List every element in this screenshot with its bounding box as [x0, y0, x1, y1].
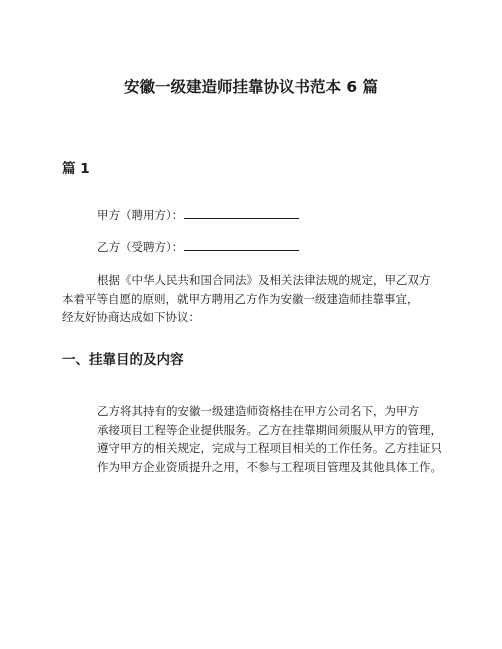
party-a-label: 甲方（聘用方）：: [97, 208, 184, 222]
party-a-field: [97, 206, 299, 224]
paragraph-line: 乙方将其持有的安徽一级建造师资格挂在甲方公司名下，为甲方: [97, 404, 419, 418]
party-b-label: 乙方（受聘方）：: [97, 240, 184, 254]
paragraph-line: 根据《中华人民共和国合同法》及相关法律法规的规定，甲乙双方: [97, 273, 431, 287]
paragraph-line: 作为甲方企业资质提升之用，不参与工程项目管理及其他具体工作。: [97, 459, 442, 474]
party-a-blank: [184, 207, 299, 219]
purpose-paragraph: [62, 402, 462, 476]
section-heading-part-1: 篇 1: [62, 161, 90, 177]
section-heading-purpose: 一、挂靠目的及内容: [62, 352, 184, 368]
paragraph-line: 本着平等自愿的原则，就甲方聘用乙方作为安徽一级建造师挂靠事宜，: [62, 291, 419, 306]
party-b-blank: [184, 239, 299, 251]
paragraph-line: 遵守甲方的相关规定，完成与工程项目相关的工作任务。乙方挂证只: [97, 441, 442, 455]
document-title: 安徽一级建造师挂靠协议书范本 6 篇: [123, 78, 379, 96]
paragraph-line: 经友好协商达成如下协议：: [62, 310, 200, 324]
party-b-field: [97, 238, 299, 256]
paragraph-line: 承接项目工程等企业提供服务。乙方在挂靠期间须服从甲方的管理，: [97, 422, 442, 437]
intro-paragraph: [62, 271, 462, 327]
